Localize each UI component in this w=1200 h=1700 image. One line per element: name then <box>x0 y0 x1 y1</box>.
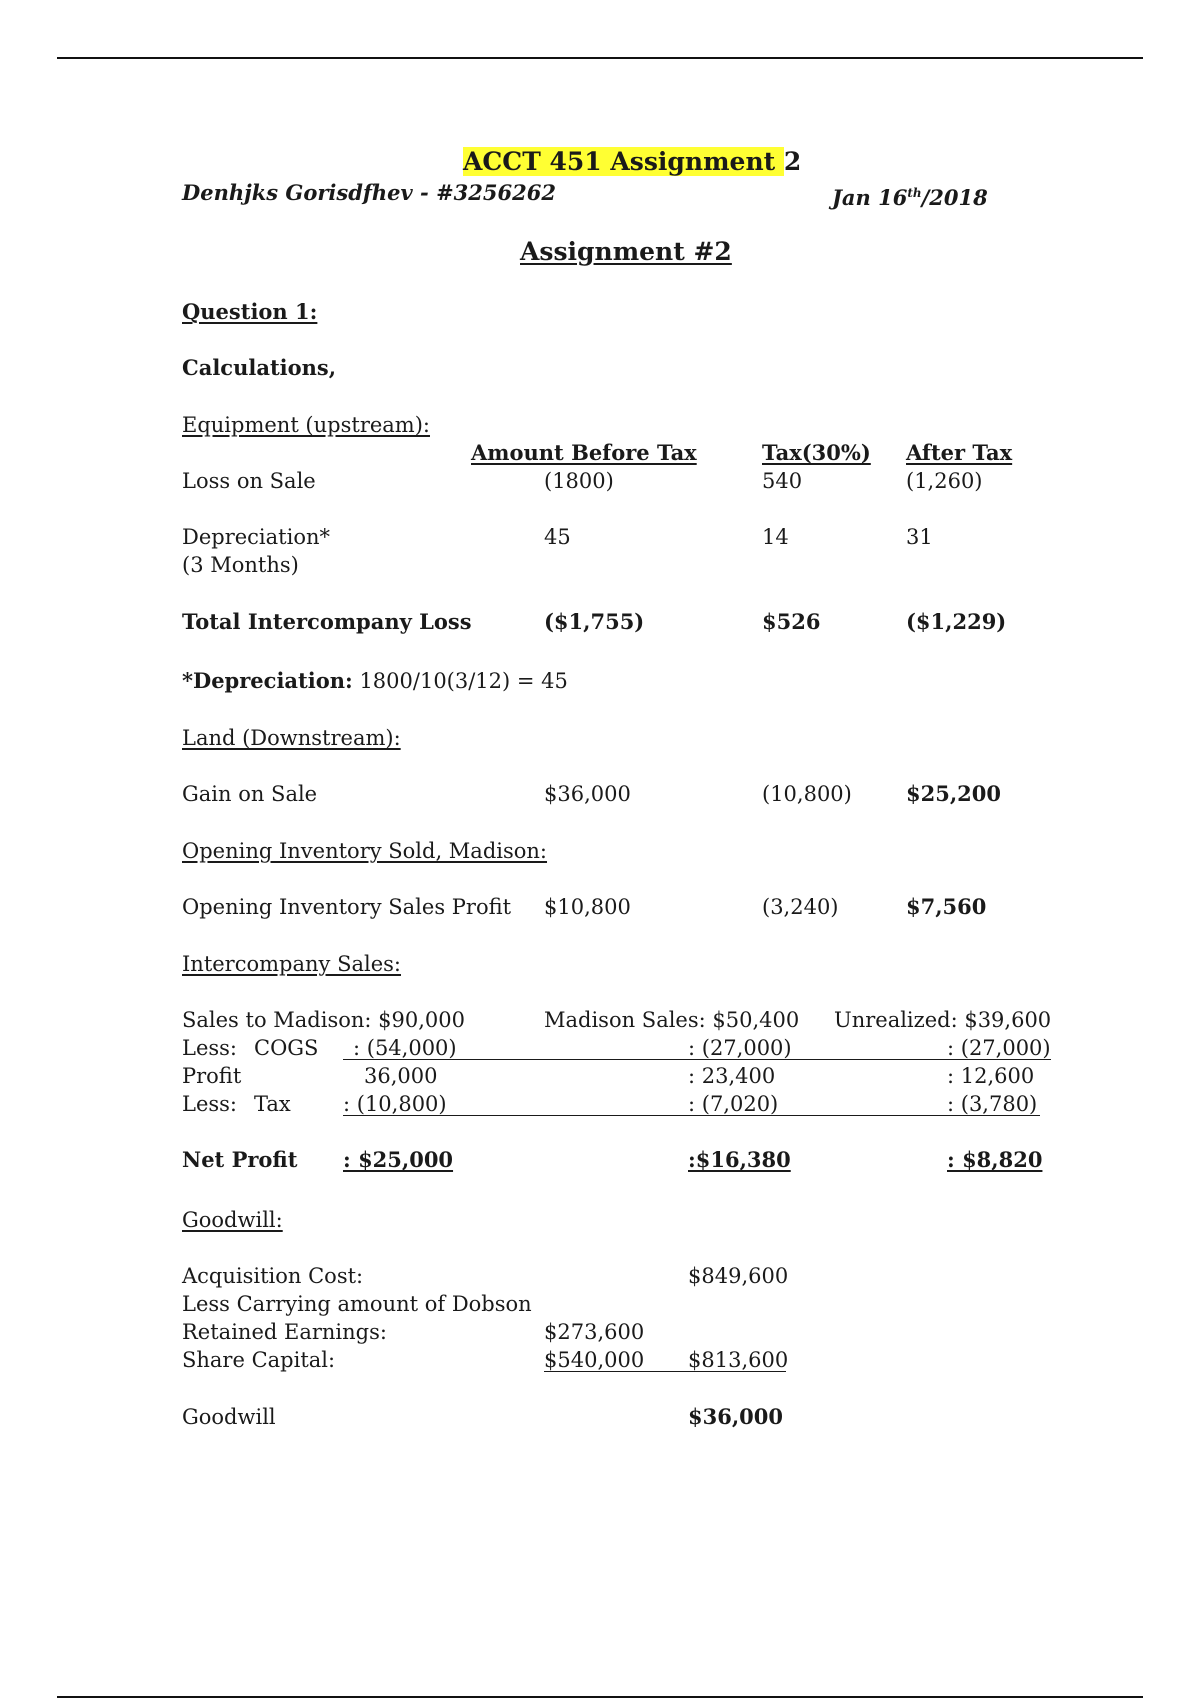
acquisition-cost-value: $849,600 <box>688 1264 789 1288</box>
bottom-rule <box>57 1696 1143 1698</box>
col-header-before-tax: Amount Before Tax <box>471 440 697 465</box>
net-profit-value-2: :$16,380 <box>688 1147 791 1172</box>
loss-on-sale-tax: 540 <box>762 469 803 493</box>
intercompany-heading: Intercompany Sales: <box>182 952 401 976</box>
net-profit-label: Net Profit <box>182 1147 298 1172</box>
title-number: 2 <box>783 147 802 176</box>
tax-value-2: : (7,020) <box>688 1092 779 1116</box>
depreciation-label: Depreciation* <box>182 525 330 549</box>
net-profit-value-3: : $8,820 <box>947 1147 1043 1172</box>
loss-on-sale-label: Loss on Sale <box>182 469 316 493</box>
opening-inventory-before: $10,800 <box>544 895 631 919</box>
opening-inventory-after: $7,560 <box>906 894 987 919</box>
land-heading: Land (Downstream): <box>182 726 401 750</box>
tax-label: Tax <box>254 1092 291 1116</box>
profit-value-3: : 12,600 <box>947 1064 1035 1088</box>
opening-inventory-heading: Opening Inventory Sold, Madison: <box>182 839 548 863</box>
total-loss-after: ($1,229) <box>906 609 1007 634</box>
depreciation-note <box>182 668 568 694</box>
opening-inventory-tax: (3,240) <box>762 895 839 919</box>
equipment-heading: Equipment (upstream): <box>182 413 430 437</box>
cogs-underline <box>343 1059 1051 1060</box>
date-day: Jan 16 <box>832 185 908 210</box>
top-rule <box>57 57 1143 59</box>
question-heading: Question 1: <box>182 299 318 324</box>
net-profit-value-1: : $25,000 <box>343 1147 454 1172</box>
loss-on-sale-after: (1,260) <box>906 469 983 493</box>
student-name: Denhjks Gorisdfhev - #3256262 <box>182 180 556 205</box>
profit-value-2: : 23,400 <box>688 1064 776 1088</box>
gain-on-sale-tax: (10,800) <box>762 782 852 806</box>
date-suffix: th <box>907 186 922 200</box>
depreciation-after: 31 <box>906 525 933 549</box>
title-highlighted: ACCT 451 Assignment <box>463 147 776 176</box>
madison-sales: Madison Sales: $50,400 <box>544 1008 800 1032</box>
goodwill-heading: Goodwill: <box>182 1208 283 1232</box>
date-year: /2018 <box>921 185 988 210</box>
col-header-tax: Tax(30%) <box>762 440 871 465</box>
retained-earnings-label: Retained Earnings: <box>182 1320 387 1344</box>
total-loss-tax: $526 <box>762 609 821 634</box>
profit-label: Profit <box>182 1064 242 1088</box>
gain-on-sale-after: $25,200 <box>906 781 1001 806</box>
document-date <box>832 180 988 211</box>
calculations-heading: Calculations, <box>182 355 337 380</box>
col-header-after-tax: After Tax <box>906 440 1013 465</box>
sales-to-madison: Sales to Madison: $90,000 <box>182 1008 465 1032</box>
depreciation-tax: 14 <box>762 525 789 549</box>
cogs-value-1: : (54,000) <box>353 1036 457 1060</box>
goodwill-value: $36,000 <box>688 1404 783 1429</box>
cogs-value-2: : (27,000) <box>688 1036 792 1060</box>
loss-on-sale-before: (1800) <box>544 469 614 493</box>
tax-less-label: Less: <box>182 1092 238 1116</box>
depreciation-period: (3 Months) <box>182 553 299 577</box>
tax-value-1: : (10,800) <box>343 1092 447 1116</box>
opening-inventory-label: Opening Inventory Sales Profit <box>182 895 512 919</box>
cogs-value-3: : (27,000) <box>947 1036 1051 1060</box>
assignment-subtitle: Assignment #2 <box>520 237 732 266</box>
carrying-amount-label: Less Carrying amount of Dobson <box>182 1292 532 1316</box>
gain-on-sale-before: $36,000 <box>544 782 631 806</box>
goodwill-label: Goodwill <box>182 1405 276 1429</box>
total-loss-label: Total Intercompany Loss <box>182 609 472 634</box>
share-capital-label: Share Capital: <box>182 1348 336 1372</box>
depreciation-note-value: 1800/10(3/12) = 45 <box>359 669 568 693</box>
cogs-less-label: Less: <box>182 1036 238 1060</box>
tax-underline <box>343 1115 1040 1116</box>
depreciation-note-label: *Depreciation: <box>182 668 353 693</box>
unrealized-sales: Unrealized: $39,600 <box>834 1008 1052 1032</box>
carrying-total-value: $813,600 <box>688 1348 789 1372</box>
carrying-underline <box>544 1371 786 1372</box>
retained-earnings-value: $273,600 <box>544 1320 645 1344</box>
depreciation-before: 45 <box>544 525 571 549</box>
cogs-label: COGS <box>254 1036 319 1060</box>
total-loss-before: ($1,755) <box>544 609 645 634</box>
acquisition-cost-label: Acquisition Cost: <box>182 1264 364 1288</box>
document-title <box>463 147 801 177</box>
gain-on-sale-label: Gain on Sale <box>182 782 318 806</box>
profit-value-1: 36,000 <box>364 1064 438 1088</box>
tax-value-3: : (3,780) <box>947 1092 1038 1116</box>
share-capital-value: $540,000 <box>544 1348 645 1372</box>
